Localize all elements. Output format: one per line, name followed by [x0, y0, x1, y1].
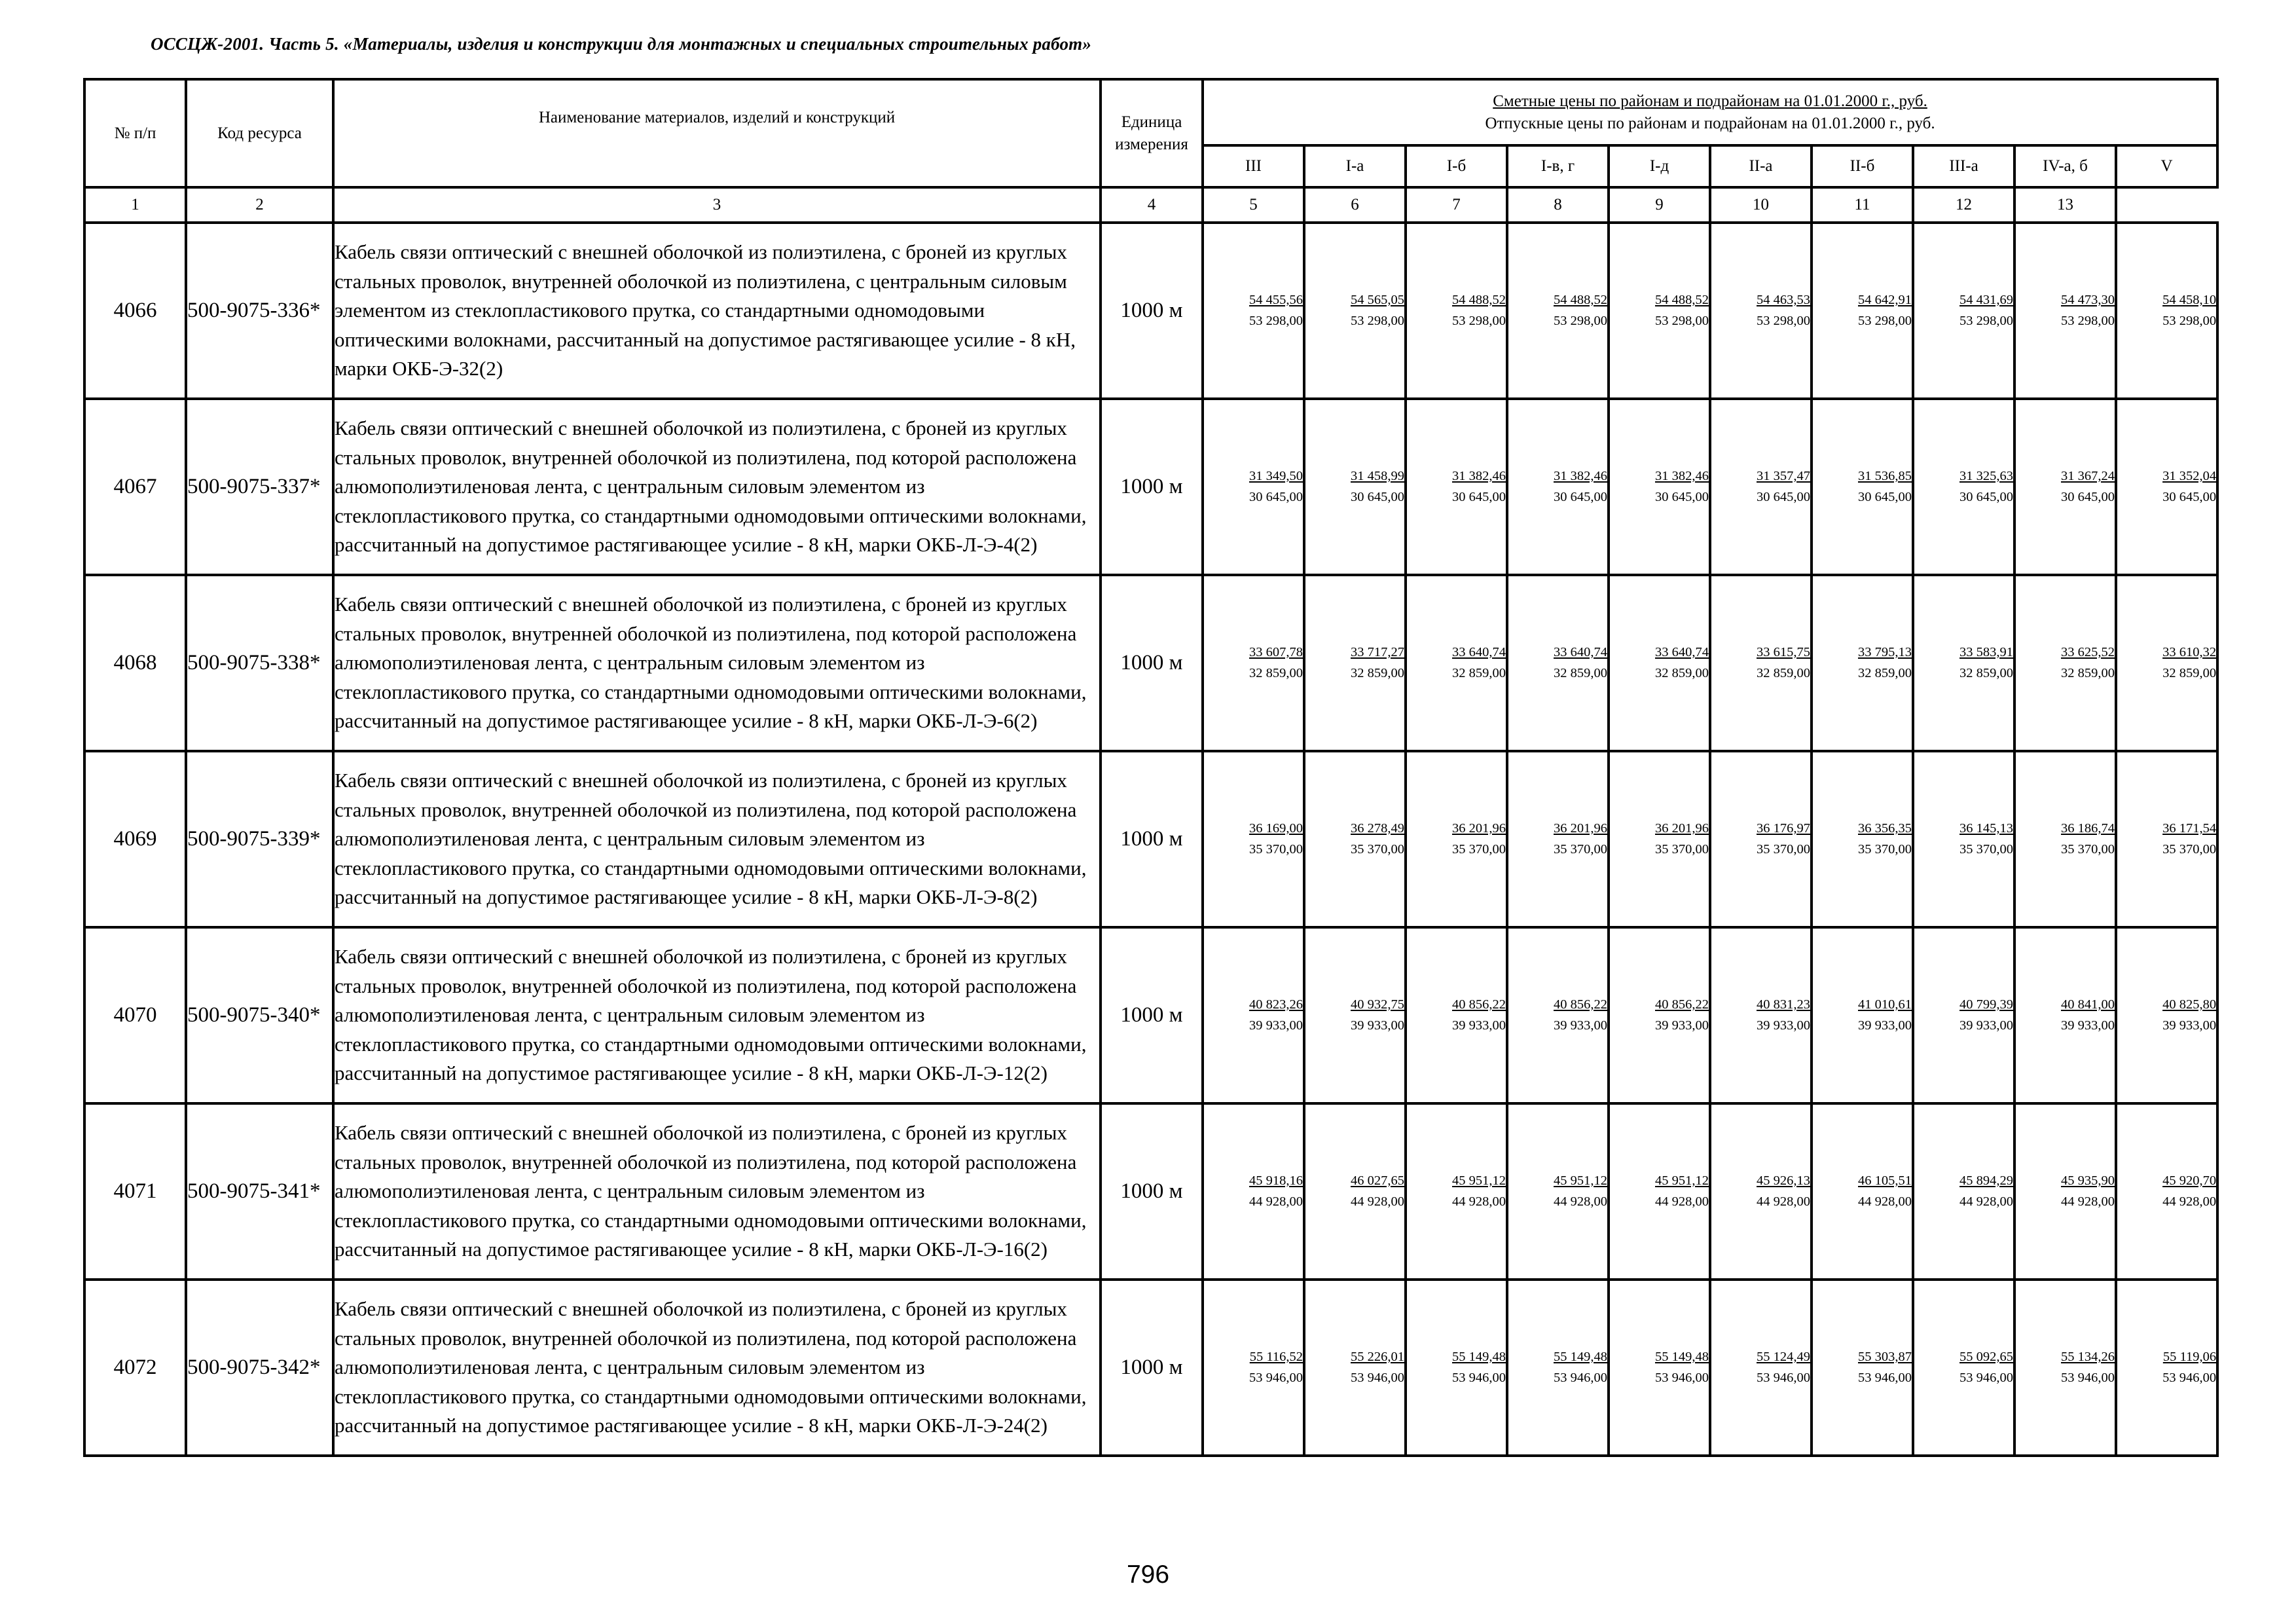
estimate-price: 55 124,49 [1757, 1349, 1810, 1364]
price-cell [1507, 399, 1609, 575]
release-price: 44 928,00 [2061, 1194, 2115, 1209]
estimate-price: 31 352,04 [2162, 468, 2217, 483]
material-name: Кабель связи оптический с внешней оболочкой из полиэтилена, с броней из круглых стальных проволок, внутренней оболочкой из полиэтилена, под которой расположена алюмополиэтиленовая лента, с центральным силовым элементом из стеклопластикового прутка, со стандартными одномодовыми оптическими волокнами, рассчитанный на допустимое растягивающее усилие - 8 кН, марки ОКБ-Л-Э-24(2) [333, 1280, 1101, 1456]
price-cell [1609, 751, 1710, 927]
column-number: 11 [1812, 187, 1913, 223]
estimate-price: 33 610,32 [2162, 644, 2217, 659]
estimate-price: 36 169,00 [1249, 821, 1303, 836]
release-price: 30 645,00 [2061, 489, 2115, 504]
estimate-price: 54 473,30 [2061, 292, 2115, 307]
region-header: III [1203, 145, 1304, 187]
region-header: II-б [1812, 145, 1913, 187]
release-price: 53 946,00 [1351, 1370, 1404, 1385]
price-cell [1507, 927, 1609, 1103]
release-price: 32 859,00 [2162, 665, 2217, 680]
row-number: 4067 [84, 399, 186, 575]
unit-of-measure: 1000 м [1101, 575, 1203, 751]
release-price: 35 370,00 [1655, 841, 1709, 857]
price-cell [1812, 223, 1913, 399]
estimate-price: 31 325,63 [1959, 468, 2013, 483]
row-number: 4066 [84, 223, 186, 399]
release-price: 53 298,00 [2061, 313, 2115, 328]
estimate-price: 36 278,49 [1351, 821, 1404, 836]
release-price: 39 933,00 [1249, 1018, 1303, 1033]
price-cell [1913, 927, 2014, 1103]
estimate-price: 40 856,22 [1554, 997, 1607, 1012]
release-price: 39 933,00 [1554, 1018, 1607, 1033]
estimate-price: 55 149,48 [1655, 1349, 1709, 1364]
region-header: I-б [1406, 145, 1507, 187]
column-number: 13 [2014, 187, 2116, 223]
price-cell [2014, 1280, 2116, 1456]
material-name: Кабель связи оптический с внешней оболочкой из полиэтилена, с броней из круглых стальных проволок, внутренней оболочкой из полиэтилена, под которой расположена алюмополиэтиленовая лента, с центральным силовым элементом из стеклопластикового прутка, со стандартными одномодовыми оптическими волокнами, рассчитанный на допустимое растягивающее усилие - 8 кН, марки ОКБ-Л-Э-8(2) [333, 751, 1101, 927]
column-number: 7 [1406, 187, 1507, 223]
release-price: 53 298,00 [1249, 313, 1303, 328]
header-prices [1203, 79, 2217, 145]
estimate-price: 55 226,01 [1351, 1349, 1404, 1364]
price-cell [1406, 399, 1507, 575]
release-price: 30 645,00 [1757, 489, 1810, 504]
price-cell [1710, 223, 1812, 399]
release-price: 39 933,00 [1655, 1018, 1709, 1033]
region-header: I-в, г [1507, 145, 1609, 187]
price-cell [1609, 1280, 1710, 1456]
release-price: 32 859,00 [1959, 665, 2013, 680]
price-cell [1812, 1280, 1913, 1456]
estimate-price: 54 565,05 [1351, 292, 1404, 307]
release-price: 30 645,00 [1554, 489, 1607, 504]
release-price: 53 946,00 [1249, 1370, 1303, 1385]
release-price: 39 933,00 [1452, 1018, 1506, 1033]
release-price: 32 859,00 [1554, 665, 1607, 680]
price-cell [1507, 1280, 1609, 1456]
estimate-price: 40 856,22 [1452, 997, 1506, 1012]
price-cell [2014, 223, 2116, 399]
price-cell [2014, 751, 2116, 927]
release-price: 53 298,00 [1655, 313, 1709, 328]
release-price: 35 370,00 [2162, 841, 2217, 857]
estimate-price: 33 607,78 [1249, 644, 1303, 659]
estimate-price: 45 935,90 [2061, 1173, 2115, 1188]
release-price: 53 298,00 [1452, 313, 1506, 328]
column-number: 4 [1101, 187, 1203, 223]
price-cell [1304, 399, 1406, 575]
release-price: 32 859,00 [1655, 665, 1709, 680]
price-cell [1609, 399, 1710, 575]
release-price: 35 370,00 [2061, 841, 2115, 857]
estimate-price: 31 458,99 [1351, 468, 1404, 483]
estimate-price: 54 488,52 [1554, 292, 1607, 307]
release-price: 39 933,00 [1351, 1018, 1404, 1033]
price-cell [1203, 399, 1304, 575]
price-cell [1304, 927, 1406, 1103]
release-price: 53 298,00 [1757, 313, 1810, 328]
estimate-price: 41 010,61 [1858, 997, 1912, 1012]
region-header: I-д [1609, 145, 1710, 187]
release-price: 53 946,00 [1858, 1370, 1912, 1385]
estimate-price: 54 488,52 [1452, 292, 1506, 307]
estimate-price: 54 455,56 [1249, 292, 1303, 307]
estimate-price: 55 134,26 [2061, 1349, 2115, 1364]
price-cell [1406, 1280, 1507, 1456]
release-price: 35 370,00 [1351, 841, 1404, 857]
header-estimate-prices: Сметные цены по районам и подрайонам на 01.01.2000 г., руб. [1493, 92, 1927, 110]
estimate-price: 33 615,75 [1757, 644, 1810, 659]
release-price: 39 933,00 [2061, 1018, 2115, 1033]
region-header: I-а [1304, 145, 1406, 187]
header-release-prices: Отпускные цены по районам и подрайонам на 01.01.2000 г., руб. [1485, 114, 1935, 132]
price-cell [2116, 399, 2217, 575]
region-header: IV-а, б [2014, 145, 2116, 187]
estimate-price: 54 463,53 [1757, 292, 1810, 307]
estimate-price: 36 201,96 [1452, 821, 1506, 836]
release-price: 35 370,00 [1757, 841, 1810, 857]
price-cell [2116, 1280, 2217, 1456]
price-cell [2116, 575, 2217, 751]
price-cell [1609, 1103, 1710, 1280]
estimate-price: 33 795,13 [1858, 644, 1912, 659]
estimate-price: 31 536,85 [1858, 468, 1912, 483]
price-cell [1710, 1103, 1812, 1280]
release-price: 53 298,00 [1351, 313, 1404, 328]
price-cell [1203, 751, 1304, 927]
table-row [84, 399, 2217, 575]
release-price: 30 645,00 [2162, 489, 2217, 504]
price-cell [1609, 223, 1710, 399]
material-name: Кабель связи оптический с внешней оболочкой из полиэтилена, с броней из круглых стальных проволок, внутренней оболочкой из полиэтилена, под которой расположена алюмополиэтиленовая лента, с центральным силовым элементом из стеклопластикового прутка, со стандартными одномодовыми оптическими волокнами, рассчитанный на допустимое растягивающее усилие - 8 кН, марки ОКБ-Л-Э-4(2) [333, 399, 1101, 575]
table-row [84, 927, 2217, 1103]
release-price: 30 645,00 [1249, 489, 1303, 504]
release-price: 30 645,00 [1452, 489, 1506, 504]
release-price: 32 859,00 [1757, 665, 1810, 680]
table-row [84, 575, 2217, 751]
unit-of-measure: 1000 м [1101, 399, 1203, 575]
estimate-price: 36 145,13 [1959, 821, 2013, 836]
estimate-price: 40 823,26 [1249, 997, 1303, 1012]
estimate-price: 36 201,96 [1554, 821, 1607, 836]
estimate-price: 55 116,52 [1249, 1349, 1303, 1364]
price-cell [1913, 223, 2014, 399]
price-cell [2014, 1103, 2116, 1280]
price-cell [1710, 927, 1812, 1103]
release-price: 30 645,00 [1655, 489, 1709, 504]
release-price: 44 928,00 [1249, 1194, 1303, 1209]
estimate-price: 54 488,52 [1655, 292, 1709, 307]
document-header: ОССЦЖ-2001. Часть 5. «Материалы, изделия и конструкции для монтажных и специальных строительных работ» [151, 34, 1092, 54]
price-cell [1304, 1103, 1406, 1280]
release-price: 53 946,00 [1959, 1370, 2013, 1385]
unit-of-measure: 1000 м [1101, 927, 1203, 1103]
estimate-price: 45 894,29 [1959, 1173, 2013, 1188]
price-cell [1304, 223, 1406, 399]
release-price: 44 928,00 [2162, 1194, 2217, 1209]
estimate-price: 40 932,75 [1351, 997, 1404, 1012]
estimate-price: 45 920,70 [2162, 1173, 2217, 1188]
estimate-price: 45 951,12 [1655, 1173, 1709, 1188]
row-number: 4068 [84, 575, 186, 751]
resource-code: 500-9075-340* [186, 927, 333, 1103]
column-number: 2 [186, 187, 333, 223]
estimate-price: 46 027,65 [1351, 1173, 1404, 1188]
price-cell [1203, 1280, 1304, 1456]
price-cell [1406, 1103, 1507, 1280]
release-price: 44 928,00 [1757, 1194, 1810, 1209]
price-cell [1812, 927, 1913, 1103]
table-row [84, 751, 2217, 927]
price-cell [1203, 575, 1304, 751]
estimate-price: 33 717,27 [1351, 644, 1404, 659]
release-price: 53 298,00 [2162, 313, 2217, 328]
column-number: 6 [1304, 187, 1406, 223]
estimate-price: 36 176,97 [1757, 821, 1810, 836]
resource-code: 500-9075-339* [186, 751, 333, 927]
price-cell [1812, 575, 1913, 751]
price-cell [1812, 399, 1913, 575]
unit-of-measure: 1000 м [1101, 223, 1203, 399]
price-cell [1406, 575, 1507, 751]
price-cell [1710, 575, 1812, 751]
estimate-price: 31 382,46 [1554, 468, 1607, 483]
estimate-price: 55 149,48 [1554, 1349, 1607, 1364]
price-cell [1507, 1103, 1609, 1280]
release-price: 32 859,00 [1351, 665, 1404, 680]
price-cell [1304, 575, 1406, 751]
estimate-price: 46 105,51 [1858, 1173, 1912, 1188]
price-cell [1406, 927, 1507, 1103]
column-number: 9 [1609, 187, 1710, 223]
price-cell [1710, 399, 1812, 575]
price-table [83, 78, 2219, 1457]
price-cell [2116, 751, 2217, 927]
estimate-price: 54 431,69 [1959, 292, 2013, 307]
estimate-price: 55 092,65 [1959, 1349, 2013, 1364]
release-price: 30 645,00 [1959, 489, 2013, 504]
table-row [84, 223, 2217, 399]
estimate-price: 33 640,74 [1452, 644, 1506, 659]
price-cell [1812, 751, 1913, 927]
estimate-price: 45 918,16 [1249, 1173, 1303, 1188]
estimate-price: 54 642,91 [1858, 292, 1912, 307]
header-no: № п/п [84, 79, 186, 187]
release-price: 53 298,00 [1554, 313, 1607, 328]
estimate-price: 36 171,54 [2162, 821, 2217, 836]
estimate-price: 31 382,46 [1655, 468, 1709, 483]
estimate-price: 54 458,10 [2162, 292, 2217, 307]
price-cell [2014, 575, 2116, 751]
price-cell [1913, 751, 2014, 927]
release-price: 35 370,00 [1858, 841, 1912, 857]
estimate-price: 55 303,87 [1858, 1349, 1912, 1364]
release-price: 30 645,00 [1858, 489, 1912, 504]
estimate-price: 33 640,74 [1655, 644, 1709, 659]
release-price: 32 859,00 [1858, 665, 1912, 680]
price-cell [1812, 1103, 1913, 1280]
release-price: 44 928,00 [1655, 1194, 1709, 1209]
region-header: V [2116, 145, 2217, 187]
estimate-price: 55 149,48 [1452, 1349, 1506, 1364]
resource-code: 500-9075-342* [186, 1280, 333, 1456]
row-number: 4072 [84, 1280, 186, 1456]
table-row [84, 1280, 2217, 1456]
price-cell [1406, 751, 1507, 927]
price-cell [1609, 575, 1710, 751]
row-number: 4071 [84, 1103, 186, 1280]
price-cell [1609, 927, 1710, 1103]
release-price: 35 370,00 [1249, 841, 1303, 857]
release-price: 32 859,00 [1249, 665, 1303, 680]
release-price: 35 370,00 [1959, 841, 2013, 857]
release-price: 39 933,00 [1858, 1018, 1912, 1033]
price-cell [1507, 751, 1609, 927]
unit-of-measure: 1000 м [1101, 751, 1203, 927]
estimate-price: 33 625,52 [2061, 644, 2115, 659]
estimate-price: 36 356,35 [1858, 821, 1912, 836]
estimate-price: 40 856,22 [1655, 997, 1709, 1012]
material-name: Кабель связи оптический с внешней оболочкой из полиэтилена, с броней из круглых стальных проволок, внутренней оболочкой из полиэтилена, под которой расположена алюмополиэтиленовая лента, с центральным силовым элементом из стеклопластикового прутка, со стандартными одномодовыми оптическими волокнами, рассчитанный на допустимое растягивающее усилие - 8 кН, марки ОКБ-Л-Э-6(2) [333, 575, 1101, 751]
estimate-price: 40 799,39 [1959, 997, 2013, 1012]
estimate-price: 31 382,46 [1452, 468, 1506, 483]
release-price: 44 928,00 [1351, 1194, 1404, 1209]
estimate-price: 31 357,47 [1757, 468, 1810, 483]
release-price: 53 298,00 [1959, 313, 2013, 328]
header-name: Наименование материалов, изделий и конструкций [333, 79, 1101, 187]
estimate-price: 33 640,74 [1554, 644, 1607, 659]
resource-code: 500-9075-338* [186, 575, 333, 751]
release-price: 35 370,00 [1452, 841, 1506, 857]
price-cell [1913, 1280, 2014, 1456]
unit-of-measure: 1000 м [1101, 1103, 1203, 1280]
estimate-price: 31 349,50 [1249, 468, 1303, 483]
price-cell [1203, 223, 1304, 399]
table-row [84, 1103, 2217, 1280]
price-cell [2014, 399, 2116, 575]
estimate-price: 40 831,23 [1757, 997, 1810, 1012]
price-cell [1913, 575, 2014, 751]
price-cell [1304, 751, 1406, 927]
column-number: 8 [1507, 187, 1609, 223]
price-cell [1710, 1280, 1812, 1456]
release-price: 53 946,00 [1757, 1370, 1810, 1385]
header-unit: Единица измерения [1101, 79, 1203, 187]
column-number: 3 [333, 187, 1101, 223]
price-cell [1710, 751, 1812, 927]
estimate-price: 31 367,24 [2061, 468, 2115, 483]
resource-code: 500-9075-337* [186, 399, 333, 575]
estimate-price: 40 841,00 [2061, 997, 2115, 1012]
release-price: 44 928,00 [1554, 1194, 1607, 1209]
header-code: Код ресурса [186, 79, 333, 187]
column-number: 5 [1203, 187, 1304, 223]
column-number: 12 [1913, 187, 2014, 223]
release-price: 32 859,00 [2061, 665, 2115, 680]
estimate-price: 36 186,74 [2061, 821, 2115, 836]
resource-code: 500-9075-341* [186, 1103, 333, 1280]
price-cell [2116, 223, 2217, 399]
estimate-price: 40 825,80 [2162, 997, 2217, 1012]
price-cell [1913, 399, 2014, 575]
price-cell [1203, 927, 1304, 1103]
release-price: 44 928,00 [1452, 1194, 1506, 1209]
release-price: 39 933,00 [1757, 1018, 1810, 1033]
estimate-price: 36 201,96 [1655, 821, 1709, 836]
estimate-price: 55 119,06 [2162, 1349, 2217, 1364]
price-cell [1304, 1280, 1406, 1456]
price-cell [2014, 927, 2116, 1103]
release-price: 39 933,00 [2162, 1018, 2217, 1033]
estimate-price: 33 583,91 [1959, 644, 2013, 659]
release-price: 53 946,00 [2162, 1370, 2217, 1385]
unit-of-measure: 1000 м [1101, 1280, 1203, 1456]
price-cell [2116, 1103, 2217, 1280]
price-cell [1203, 1103, 1304, 1280]
column-number: 1 [84, 187, 186, 223]
release-price: 32 859,00 [1452, 665, 1506, 680]
release-price: 30 645,00 [1351, 489, 1404, 504]
release-price: 53 946,00 [1452, 1370, 1506, 1385]
material-name: Кабель связи оптический с внешней оболочкой из полиэтилена, с броней из круглых стальных проволок, внутренней оболочкой из полиэтилена, под которой расположена алюмополиэтиленовая лента, с центральным силовым элементом из стеклопластикового прутка, со стандартными одномодовыми оптическими волокнами, рассчитанный на допустимое растягивающее усилие - 8 кН, марки ОКБ-Л-Э-12(2) [333, 927, 1101, 1103]
release-price: 53 946,00 [1655, 1370, 1709, 1385]
release-price: 35 370,00 [1554, 841, 1607, 857]
release-price: 44 928,00 [1959, 1194, 2013, 1209]
price-cell [1913, 1103, 2014, 1280]
price-cell [1507, 575, 1609, 751]
price-cell [2116, 927, 2217, 1103]
estimate-price: 45 951,12 [1554, 1173, 1607, 1188]
region-header: III-а [1913, 145, 2014, 187]
release-price: 53 946,00 [1554, 1370, 1607, 1385]
page-number: 796 [1126, 1560, 1170, 1589]
estimate-price: 45 926,13 [1757, 1173, 1810, 1188]
price-cell [1406, 223, 1507, 399]
resource-code: 500-9075-336* [186, 223, 333, 399]
release-price: 44 928,00 [1858, 1194, 1912, 1209]
release-price: 53 946,00 [2061, 1370, 2115, 1385]
material-name: Кабель связи оптический с внешней оболочкой из полиэтилена, с броней из круглых стальных проволок, внутренней оболочкой из полиэтилена, под которой расположена алюмополиэтиленовая лента, с центральным силовым элементом из стеклопластикового прутка, со стандартными одномодовыми оптическими волокнами, рассчитанный на допустимое растягивающее усилие - 8 кН, марки ОКБ-Л-Э-16(2) [333, 1103, 1101, 1280]
row-number: 4069 [84, 751, 186, 927]
estimate-price: 45 951,12 [1452, 1173, 1506, 1188]
row-number: 4070 [84, 927, 186, 1103]
material-name: Кабель связи оптический с внешней оболочкой из полиэтилена, с броней из круглых стальных проволок, внутренней оболочкой из полиэтилена, с центральным силовым элементом из стеклопластикового прутка, со стандартными одномодовыми оптическими волокнами, рассчитанный на допустимое растягивающее усилие - 8 кН, марки ОКБ-Э-32(2) [333, 223, 1101, 399]
price-cell [1507, 223, 1609, 399]
region-header: II-а [1710, 145, 1812, 187]
column-number: 10 [1710, 187, 1812, 223]
release-price: 39 933,00 [1959, 1018, 2013, 1033]
release-price: 53 298,00 [1858, 313, 1912, 328]
